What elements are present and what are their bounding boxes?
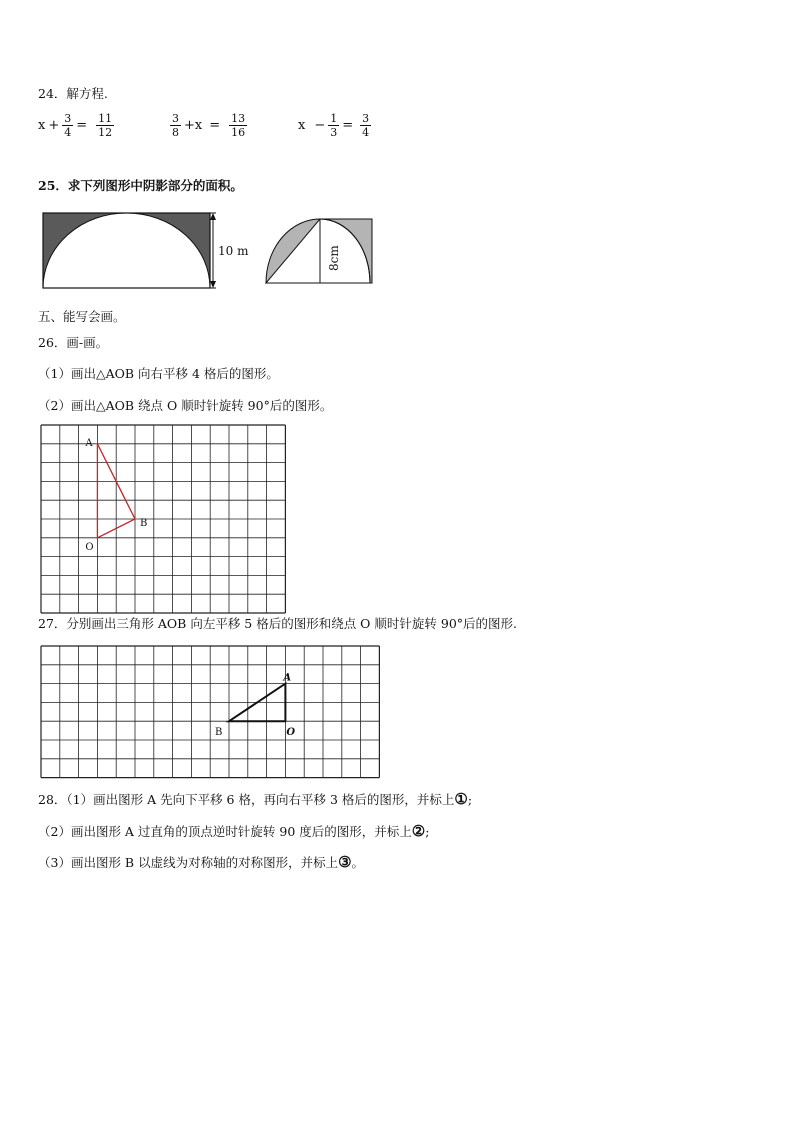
eq2-equals: = [209, 118, 221, 133]
dim-arrow-top [210, 213, 216, 220]
equation-3 [298, 112, 371, 139]
vertex-label-a: A [85, 437, 93, 449]
q28-part3-tail: 。 [351, 855, 365, 870]
q28-part2 [38, 822, 429, 840]
q25-figure-quarter-circles [262, 215, 377, 287]
vertex-label-b: B [215, 727, 223, 739]
q26-grid [40, 424, 287, 601]
section-5-title: 五、能写会画。 [38, 309, 126, 324]
dimension-label: 10 m [218, 244, 249, 258]
eq1-equals: = [76, 118, 88, 133]
equation-1 [38, 112, 114, 139]
eq2-fraction-a: $\frac{3}{8}$ [172, 112, 179, 139]
eq3-fraction-b: $\frac{3}{4}$ [362, 112, 370, 139]
mark-2: ② [411, 822, 426, 840]
eq3-op: − [314, 118, 326, 133]
q28-part1 [38, 790, 472, 808]
eq1-fraction-a: $\frac{3}{4}$ [64, 112, 72, 139]
mark-3: ③ [338, 853, 352, 871]
eq3-var: x [298, 118, 306, 133]
equation-2 [170, 112, 247, 139]
vertex-label-a: A [283, 672, 292, 684]
q28-part3-text: （3）画出图形 B 以虚线为对称轴的对称图形，并标上 [38, 855, 339, 870]
q24-title: 24．解方程. [38, 86, 108, 101]
q25-title: 25．求下列图形中阴影部分的面积。 [38, 178, 243, 193]
eq1-var: x [38, 118, 46, 133]
vertex-label-o: O [286, 727, 296, 739]
eq2-fraction-b: $\frac{13}{16}$ [231, 112, 246, 139]
side-length-label: 8cm [327, 245, 341, 271]
q28-part2-text: （2）画出图形 A 过直角的顶点逆时针旋转 90 度后的图形，并标上 [38, 824, 412, 839]
vertex-label-b: B [140, 518, 148, 529]
vertex-label-o: O [85, 541, 94, 553]
dim-arrow-bottom [210, 281, 216, 288]
eq3-fraction-a: $\frac{1}{3}$ [330, 112, 338, 139]
q26-part1: （1）画出△AOB 向右平移 4 格后的图形。 [38, 366, 279, 381]
eq3-equals: = [342, 118, 354, 133]
q28-part2-tail: ; [425, 824, 430, 839]
q28-part1-tail: ; [467, 792, 473, 807]
mark-1: ① [454, 790, 468, 808]
q26-part2: （2）画出△AOB 绕点 O 顺时针旋转 90°后的图形。 [38, 398, 333, 413]
q25-figure-semicircle [38, 208, 248, 292]
q27-title: 27．分别画出三角形 AOB 向左平移 5 格后的图形和绕点 O 顺时针旋转 90°后的图形. [38, 616, 518, 631]
q28-part1-text: 28．（1）画出图形 A 先向下平移 6 格，再向右平移 3 格后的图形，并标上 [38, 792, 455, 807]
q28-part3 [38, 853, 364, 871]
eq1-op: + [48, 118, 60, 133]
eq2-op: +x [184, 118, 203, 133]
q26-title: 26．画-画。 [38, 335, 109, 350]
eq1-fraction-b: $\frac{11}{12}$ [98, 112, 113, 139]
left-shaded-segment [266, 219, 320, 283]
q27-grid [40, 645, 382, 778]
shaded-corners [43, 213, 210, 288]
